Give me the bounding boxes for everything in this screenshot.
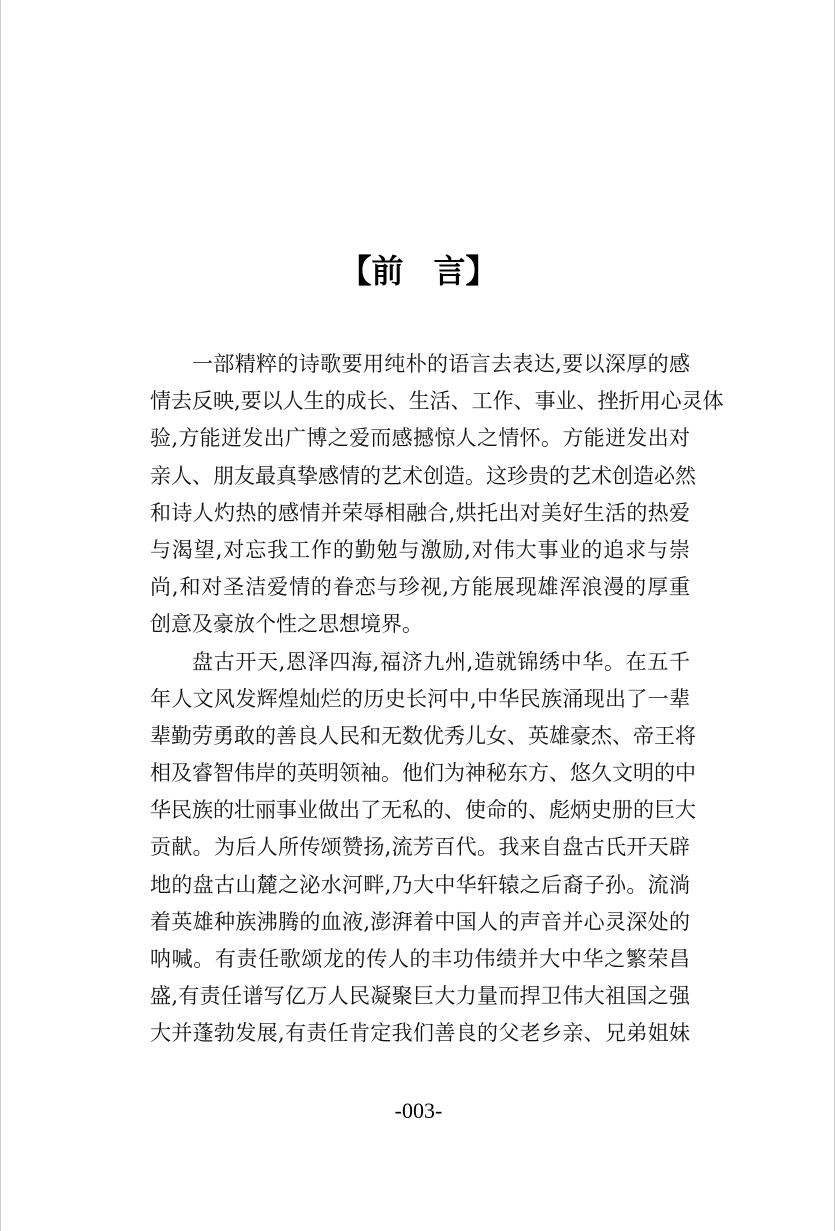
text-line: 年人文风发辉煌灿烂的历史长河中,中华民族涌现出了一辈 xyxy=(150,686,690,711)
text-line: 贡献。为后人所传颂赞扬,流芳百代。我来自盘古氏开天辟 xyxy=(150,835,690,860)
text-line: 着英雄种族沸腾的血液,澎湃着中国人的声音并心灵深处的 xyxy=(150,909,690,934)
text-line: 情去反映,要以人生的成长、生活、工作、事业、挫折用心灵体 xyxy=(150,389,724,414)
text-line: 辈勤劳勇敢的善良人民和无数优秀儿女、英雄豪杰、帝王将 xyxy=(150,723,696,748)
page-number: -003- xyxy=(394,1098,443,1123)
page-title-part-1: 【前 xyxy=(339,252,404,290)
text-line: 相及睿智伟岸的英明领袖。他们为神秘东方、悠久文明的中 xyxy=(150,761,696,786)
text-line: 地的盘古山麓之泌水河畔,乃大中华轩辕之后裔子孙。流淌 xyxy=(150,872,690,897)
text-line: 创意及豪放个性之思想境界。 xyxy=(150,612,423,637)
text-line: 与渴望,对忘我工作的勤勉与激励,对伟大事业的追求与崇 xyxy=(150,537,690,562)
text-line: 盘古开天,恩泽四海,福济九州,造就锦绣中华。在五千 xyxy=(192,649,690,674)
page-title xyxy=(1,248,835,294)
text-line: 和诗人灼热的感情并荣辱相融合,烘托出对美好生活的热爱 xyxy=(150,500,690,525)
text-line: 亲人、朋友最真挚感情的艺术创造。这珍贵的艺术创造必然 xyxy=(150,463,696,488)
text-line: 呐喊。有责任歌颂龙的传人的丰功伟绩并大中华之繁荣昌 xyxy=(150,947,690,971)
text-line: 盛,有责任谱写亿万人民凝聚巨大力量而捍卫伟大祖国之强 xyxy=(150,984,690,1009)
text-line: 一部精粹的诗歌要用纯朴的语言去表达,要以深厚的感 xyxy=(192,352,690,376)
text-line: 大并蓬勃发展,有责任肯定我们善良的父老乡亲、兄弟姐妹 xyxy=(150,1021,690,1046)
text-line: 验,方能迸发出广博之爱而感撼惊人之情怀。方能迸发出对 xyxy=(150,426,690,451)
text-line: 华民族的壮丽事业做出了无私的、使命的、彪炳史册的巨大 xyxy=(150,798,696,823)
page-title-part-2: 言】 xyxy=(433,252,498,290)
body-text xyxy=(150,346,724,1053)
text-line: 尚,和对圣洁爱情的眷恋与珍视,方能展现雄浑浪漫的厚重 xyxy=(150,575,690,600)
